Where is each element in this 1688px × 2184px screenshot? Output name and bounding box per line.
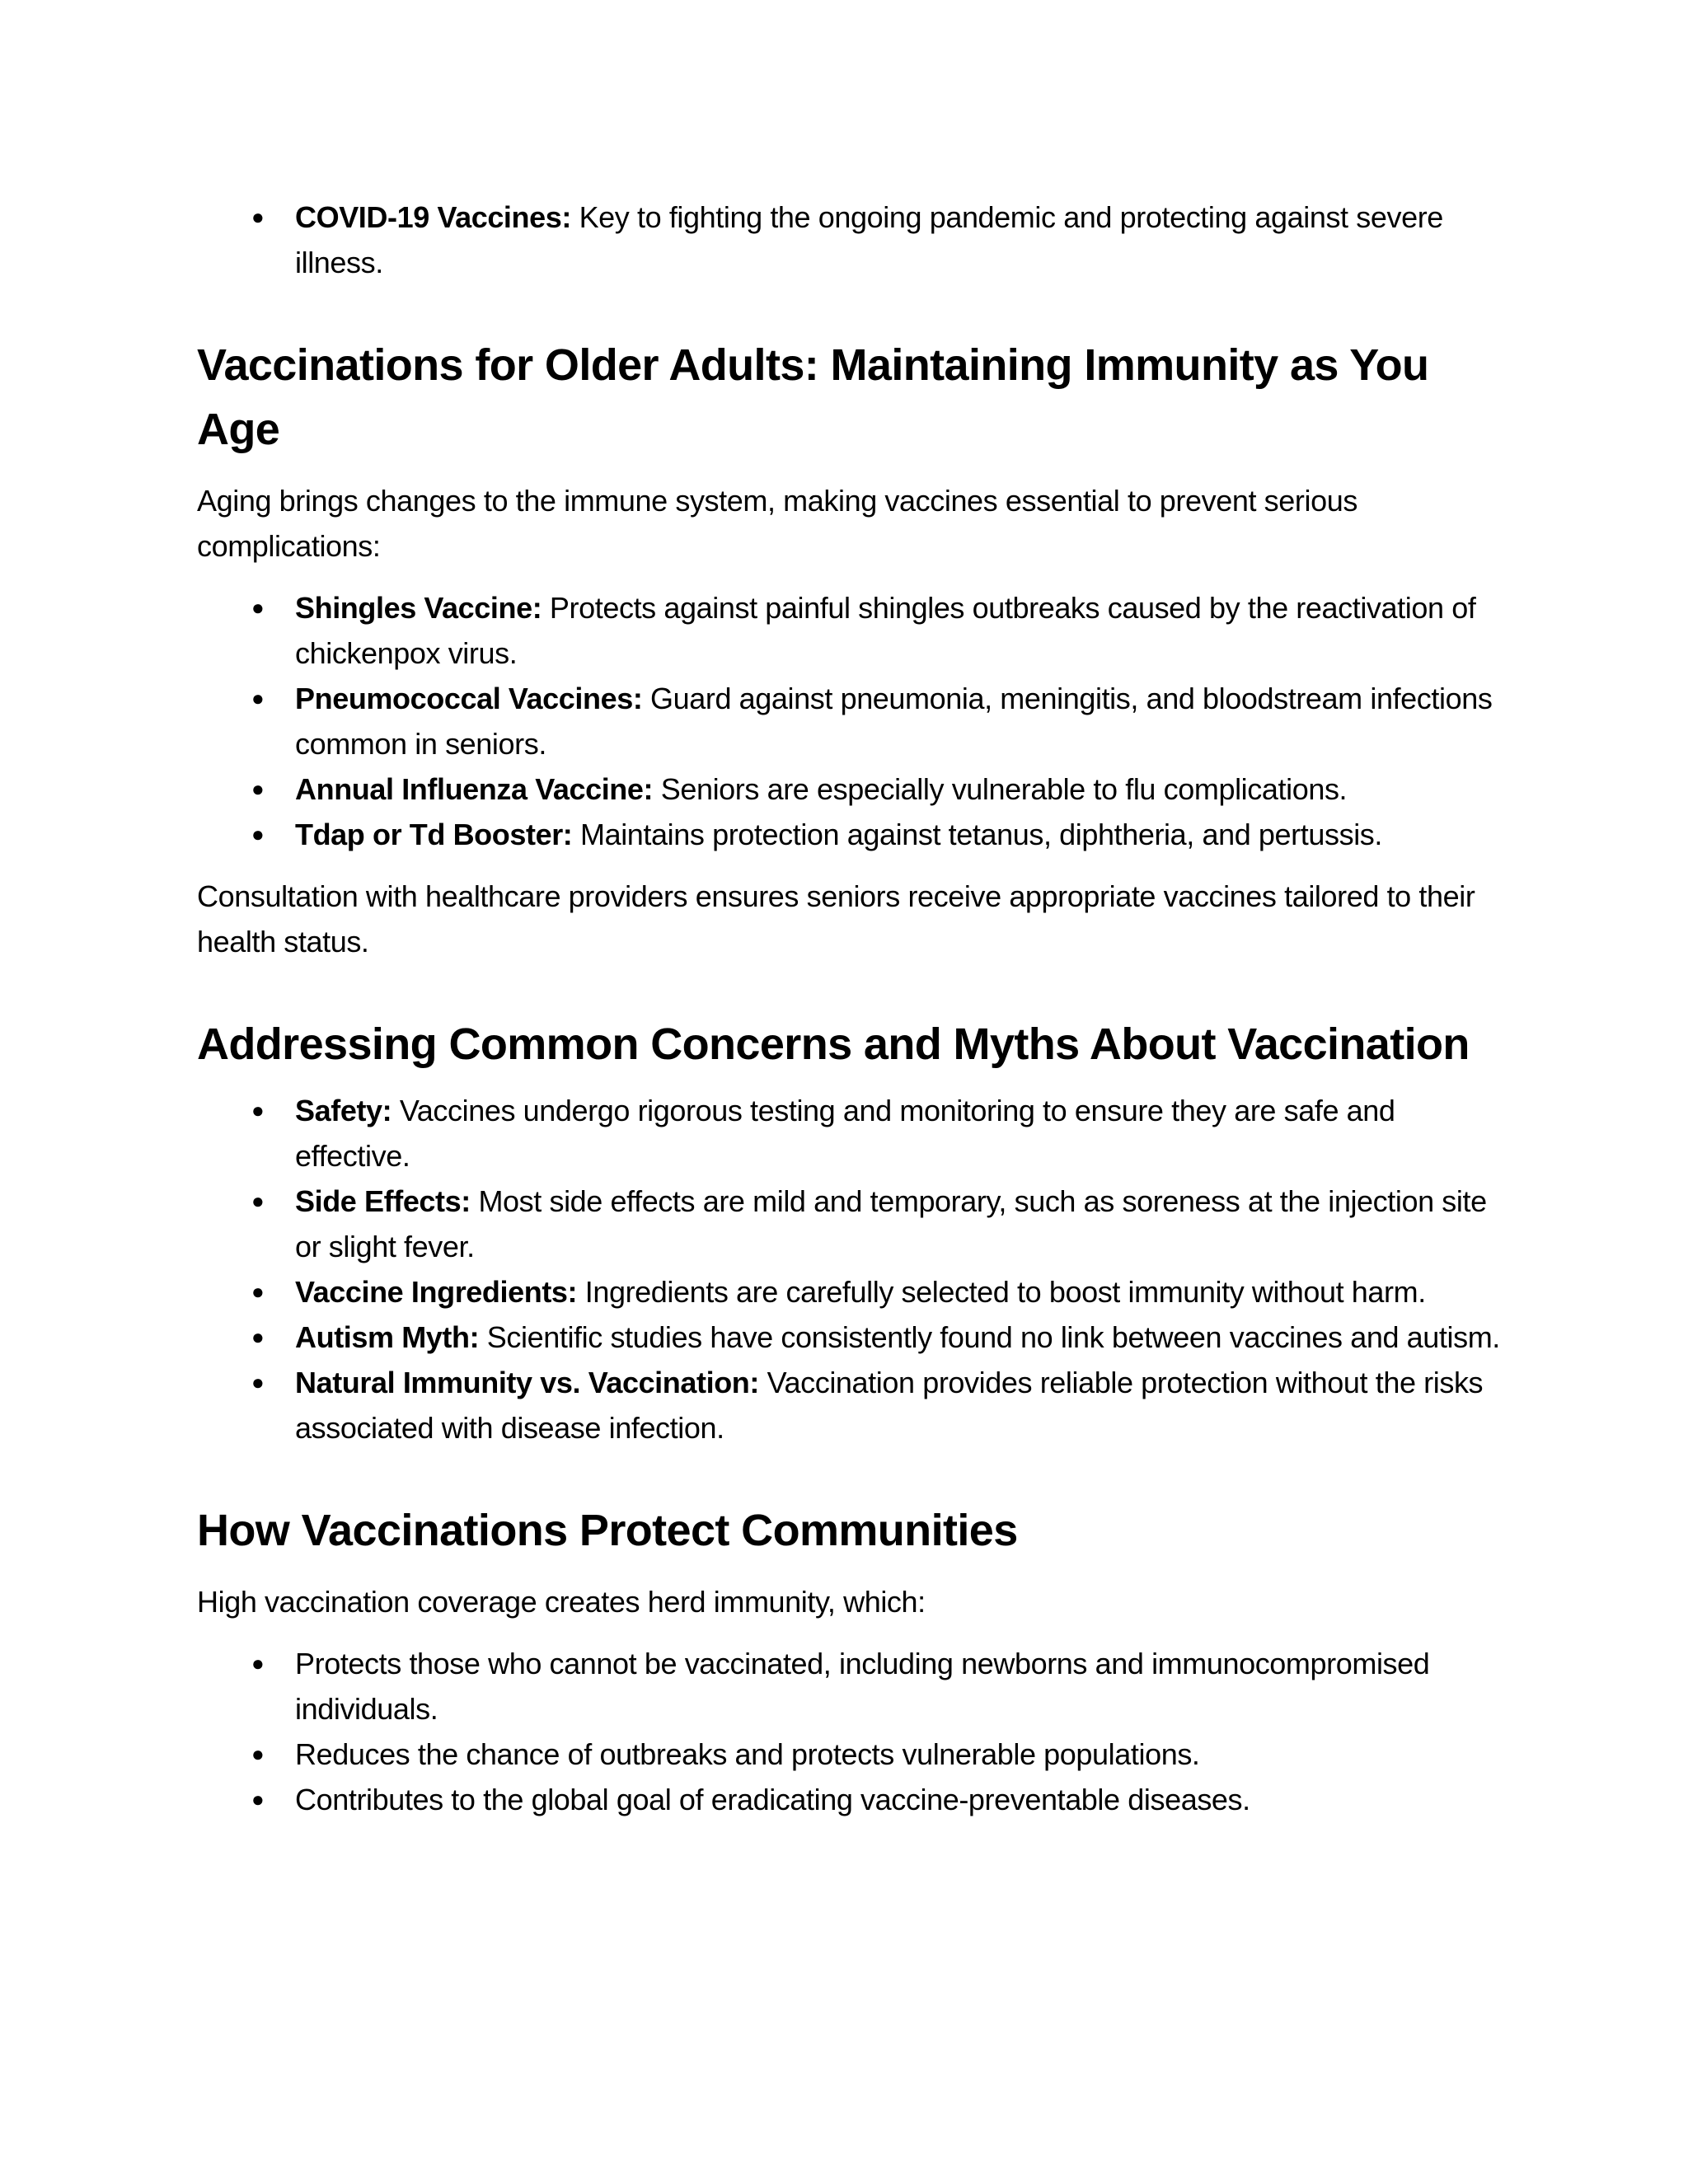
- concerns-list: [197, 1088, 1507, 1451]
- list-item: [197, 676, 1507, 766]
- bullet-icon: ●: [251, 1279, 265, 1304]
- bullet-icon: ●: [251, 1741, 265, 1766]
- list-item: [197, 1088, 1507, 1179]
- list-item: [197, 585, 1507, 676]
- item-text: Maintains protection against tetanus, diphtheria, and pertussis.: [572, 818, 1382, 851]
- document-page: [197, 194, 1507, 1822]
- list-item: [197, 1641, 1507, 1732]
- item-text: Contributes to the global goal of eradicating vaccine-preventable diseases.: [295, 1783, 1250, 1816]
- item-label: Side Effects:: [295, 1184, 471, 1218]
- item-text: Seniors are especially vulnerable to flu complications.: [653, 772, 1348, 806]
- communities-intro: High vaccination coverage creates herd immunity, which:: [197, 1585, 926, 1619]
- item-label: Autism Myth:: [295, 1320, 480, 1354]
- item-label: Safety:: [295, 1094, 392, 1127]
- list-item: [197, 1179, 1507, 1269]
- list-item: [197, 812, 1507, 857]
- item-label: Pneumococcal Vaccines:: [295, 682, 643, 715]
- item-text: Most side effects are mild and temporary, such as soreness at the injection site or slight fever.: [295, 1184, 1487, 1263]
- item-label: Vaccine Ingredients:: [295, 1275, 578, 1309]
- section-heading-concerns: Addressing Common Concerns and Myths About Vaccination: [197, 1019, 1470, 1069]
- item-label: Annual Influenza Vaccine:: [295, 772, 654, 806]
- bullet-icon: ●: [251, 1188, 265, 1213]
- item-text: Protects those who cannot be vaccinated, including newborns and immunocompromised individuals.: [295, 1647, 1430, 1726]
- section-heading-older-adults: Vaccinations for Older Adults: Maintaining Immunity as You Age: [197, 340, 1429, 454]
- item-text: Scientific studies have consistently found no link between vaccines and autism.: [479, 1320, 1500, 1354]
- bullet-icon: ●: [251, 1324, 265, 1349]
- older-adults-closing: Consultation with healthcare providers ensures seniors receive appropriate vaccines tailored to their health status.: [197, 879, 1475, 958]
- item-label: Tdap or Td Booster:: [295, 818, 573, 851]
- bullet-icon: ●: [251, 1370, 265, 1394]
- older-adults-list: [197, 585, 1507, 857]
- list-item: [197, 766, 1507, 812]
- item-text: Reduces the chance of outbreaks and protects vulnerable populations.: [295, 1737, 1200, 1771]
- bullet-icon: ●: [251, 204, 265, 229]
- item-label: COVID-19 Vaccines:: [295, 200, 571, 234]
- item-text: Protects against painful shingles outbreaks caused by the reactivation of chickenpox virus.: [295, 591, 1476, 670]
- item-text: Ingredients are carefully selected to boost immunity without harm.: [577, 1275, 1426, 1309]
- item-label: Shingles Vaccine:: [295, 591, 542, 625]
- bullet-icon: ●: [251, 822, 265, 846]
- intro-list: [197, 194, 1507, 285]
- list-item: [197, 1360, 1507, 1451]
- bullet-icon: ●: [251, 776, 265, 801]
- list-item: [197, 1315, 1507, 1360]
- item-label: Natural Immunity vs. Vaccination:: [295, 1366, 759, 1399]
- item-text: Key to fighting the ongoing pandemic and protecting against severe illness.: [295, 200, 1443, 279]
- item-text: Guard against pneumonia, meningitis, and bloodstream infections common in seniors.: [295, 682, 1493, 761]
- communities-list: [197, 1641, 1507, 1822]
- bullet-icon: ●: [251, 1098, 265, 1122]
- list-item: [197, 1732, 1507, 1777]
- section-heading-communities: How Vaccinations Protect Communities: [197, 1506, 1018, 1555]
- item-text: Vaccines undergo rigorous testing and monitoring to ensure they are safe and effective.: [295, 1094, 1395, 1173]
- item-text: Vaccination provides reliable protection without the risks associated with disease infection.: [295, 1366, 1484, 1445]
- bullet-icon: ●: [251, 1787, 265, 1811]
- older-adults-intro: Aging brings changes to the immune system, making vaccines essential to prevent serious complications:: [197, 484, 1357, 563]
- bullet-icon: ●: [251, 595, 265, 620]
- list-item: [197, 1269, 1507, 1315]
- bullet-icon: ●: [251, 1651, 265, 1675]
- bullet-icon: ●: [251, 686, 265, 710]
- list-item: [197, 194, 1507, 285]
- list-item: [197, 1777, 1507, 1822]
